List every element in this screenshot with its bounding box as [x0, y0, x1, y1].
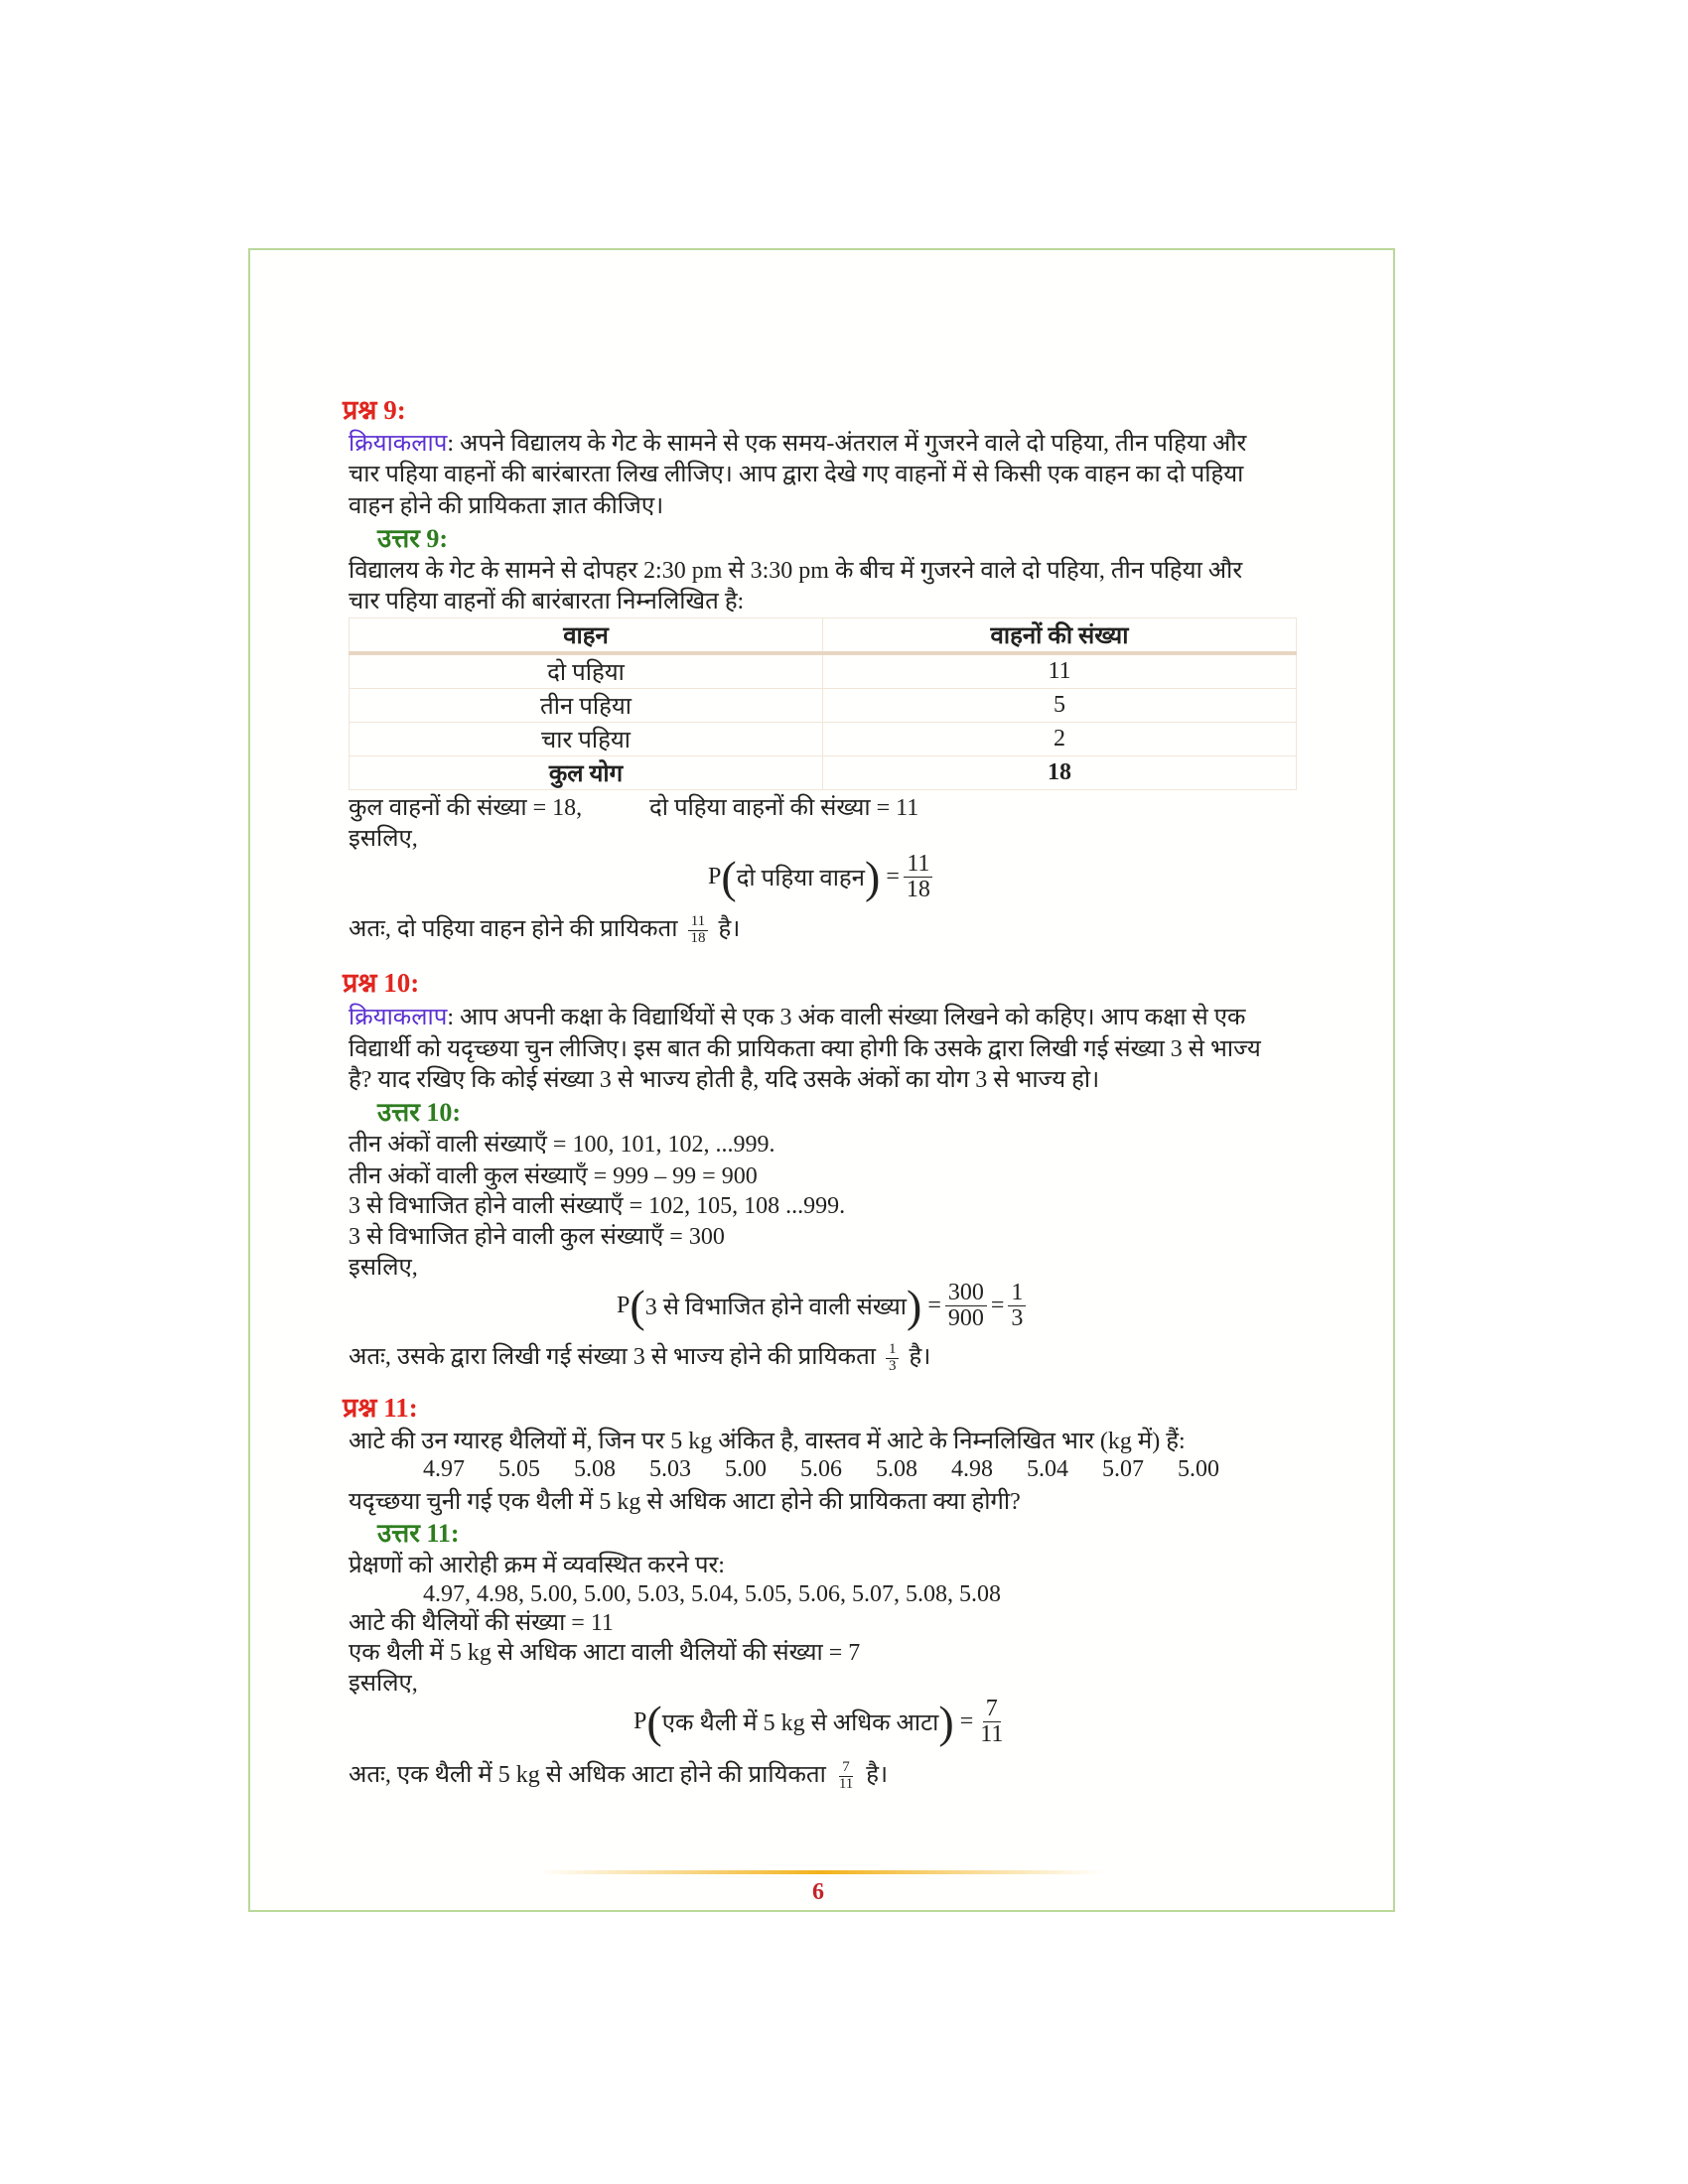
weight-value: 5.06 [800, 1456, 842, 1482]
answer-9-heading: उत्तर 9: [377, 524, 449, 553]
answer-10-heading: उत्तर 10: [377, 1098, 462, 1127]
conclusion-text: अतः, उसके द्वारा लिखी गई संख्या 3 से भाज्य होने की प्रायिकता [349, 1344, 876, 1370]
a11-more: एक थैली में 5 kg से अधिक आटा वाली थैलियों की संख्या = 7 [349, 1640, 861, 1666]
q11-line-1: आटे की उन ग्यारह थैलियों में, जिन पर 5 kg अंकित है, वास्तव में आटे के निम्नलिखित भार (kg में) हैं: [349, 1429, 1186, 1454]
formula-eq: = [927, 1293, 941, 1319]
table-cell: दो पहिया [350, 653, 823, 689]
question-10-heading: प्रश्न 10: [343, 968, 420, 998]
numerator: 11 [904, 852, 932, 878]
answer-11-heading: उत्तर 11: [377, 1519, 460, 1548]
activity-label: क्रियाकलाप [349, 431, 448, 457]
q9-line-1 [349, 429, 1246, 459]
table-row [350, 653, 1297, 689]
q9-text: : अपने विद्यालय के गेट के सामने से एक समय-अंतराल में गुजरने वाले दो पहिया, तीन पहिया और [447, 431, 1247, 457]
q9-line-2: चार पहिया वाहनों की बारंबारता लिख लीजिए। आप द्वारा देखे गए वाहनों में से किसी एक वाहन का दो पहिया [349, 462, 1244, 487]
numerator: 7 [839, 1760, 853, 1777]
denominator: 18 [906, 877, 930, 903]
table-cell: कुल योग [350, 756, 823, 790]
table-header: वाहनों की संख्या [823, 618, 1297, 654]
formula-p: P [633, 1708, 647, 1735]
a10-line-4: 3 से विभाजित होने वाली कुल संख्याएँ = 300 [349, 1224, 725, 1250]
numerator: 7 [983, 1697, 1001, 1722]
two-wheel-count: दो पहिया वाहनों की संख्या = 11 [649, 795, 919, 821]
a9-line-1: विद्यालय के गेट के सामने से दोपहर 2:30 pm से 3:30 pm के बीच में गुजरने वाले दो पहिया, तीन पहिया और [349, 558, 1243, 584]
weight-value: 4.97 [423, 1456, 465, 1482]
q10-line-3: है? याद रखिए कि कोई संख्या 3 से भाज्य होती है, यदि उसके अंकों का योग 3 से भाज्य हो। [349, 1067, 1100, 1093]
a11-count: आटे की थैलियों की संख्या = 11 [349, 1610, 614, 1636]
table-total-row [350, 756, 1297, 790]
table-cell: 5 [823, 689, 1297, 723]
a9-line-2: चार पहिया वाहनों की बारंबारता निम्नलिखित है: [349, 589, 745, 614]
conclusion-11 [349, 1760, 888, 1793]
weight-value: 5.07 [1102, 1456, 1144, 1482]
a10-line-1: तीन अंकों वाली संख्याएँ = 100, 101, 102, ...999. [349, 1132, 775, 1158]
q10-text: : आप अपनी कक्षा के विद्यार्थियों से एक 3 अंक वाली संख्या लिखने को कहिए। आप कक्षा से एक [447, 1005, 1246, 1030]
denominator: 900 [947, 1305, 984, 1332]
denominator: 11 [980, 1721, 1004, 1748]
conclusion-end: है। [866, 1762, 889, 1788]
fraction [977, 1697, 1006, 1747]
formula-11: P ( एक थैली में 5 kg से अधिक आटा ) = $\frac{7}{11}$ [633, 1697, 1010, 1747]
formula-event: एक थैली में 5 kg से अधिक आटा [661, 1710, 939, 1737]
q11-line-2: यदृच्छया चुनी गई एक थैली में 5 kg से अधिक आटा होने की प्रायिकता क्या होगी? [349, 1489, 1021, 1515]
conclusion-end: है। [909, 1344, 931, 1370]
table-cell: 18 [823, 756, 1297, 790]
fraction [687, 914, 708, 947]
footer-divider [538, 1870, 1104, 1874]
therefore-9: इसलिए, [349, 826, 418, 852]
numerator: 1 [1008, 1281, 1026, 1306]
denominator: 18 [690, 929, 706, 946]
formula-event: दो पहिया वाहन [736, 866, 865, 892]
conclusion-10 [349, 1342, 930, 1375]
fraction [886, 1342, 900, 1375]
weight-value: 5.08 [574, 1456, 616, 1482]
conclusion-text: अतः, एक थैली में 5 kg से अधिक आटा होने की प्रायिकता [349, 1762, 826, 1788]
numerator: 11 [688, 914, 708, 931]
table-header: वाहन [350, 618, 823, 654]
denominator: 3 [888, 1357, 897, 1374]
conclusion-9 [349, 914, 740, 947]
table-row [350, 689, 1297, 723]
a11-sorted: 4.97, 4.98, 5.00, 5.00, 5.03, 5.04, 5.05, 5.06, 5.07, 5.08, 5.08 [423, 1581, 1001, 1607]
table-cell: तीन पहिया [350, 689, 823, 723]
formula-p: P [617, 1293, 631, 1319]
q9-line-3: वाहन होने की प्रायिकता ज्ञात कीजिए। [349, 493, 664, 519]
formula-p: P [708, 864, 722, 890]
numerator: 1 [886, 1342, 900, 1359]
weight-value: 5.00 [725, 1456, 767, 1482]
vehicle-table [349, 617, 1297, 790]
table-cell: 11 [823, 653, 1297, 689]
formula-eq: = [886, 864, 900, 890]
numerator: 300 [945, 1281, 987, 1306]
weight-value: 5.05 [498, 1456, 540, 1482]
weight-value: 5.03 [649, 1456, 691, 1482]
formula-9: P ( दो पहिया वाहन ) = $\frac{11}{18}$ [708, 852, 937, 902]
denominator: 11 [838, 1775, 854, 1792]
weight-value: 5.04 [1027, 1456, 1068, 1482]
formula-eq: = [959, 1708, 974, 1735]
page-number: 6 [812, 1879, 824, 1905]
fraction [1008, 1281, 1026, 1331]
activity-label: क्रियाकलाप [349, 1005, 448, 1030]
a10-line-2: तीन अंकों वाली कुल संख्याएँ = 999 – 99 = 900 [349, 1163, 758, 1189]
a11-sort-line: प्रेक्षणों को आरोही क्रम में व्यवस्थित करने पर: [349, 1553, 725, 1578]
formula-event: 3 से विभाजित होने वाली संख्या [644, 1295, 907, 1321]
conclusion-text: अतः, दो पहिया वाहन होने की प्रायिकता [349, 916, 678, 942]
weights-list [423, 1456, 1253, 1483]
therefore-11: इसलिए, [349, 1671, 418, 1697]
denominator: 3 [1011, 1305, 1024, 1332]
q10-line-1 [349, 1003, 1245, 1032]
table-cell: चार पहिया [350, 723, 823, 756]
q10-line-2: विद्यार्थी को यदृच्छया चुन लीजिए। इस बात की प्रायिकता क्या होगी कि उसके द्वारा लिखी गई संख्या 3 से भाज्य [349, 1036, 1261, 1062]
weight-value: 5.08 [876, 1456, 917, 1482]
formula-10: P ( 3 से विभाजित होने वाली संख्या ) = $\frac{300}{900}$ = $\frac{1}{3}$ [617, 1281, 1030, 1331]
a10-line-3: 3 से विभाजित होने वाली संख्याएँ = 102, 105, 108 ...999. [349, 1193, 846, 1219]
weight-value: 5.00 [1178, 1456, 1219, 1482]
table-row [350, 723, 1297, 756]
fraction [945, 1281, 987, 1331]
question-9-heading: प्रश्न 9: [343, 395, 406, 425]
total-vehicles: कुल वाहनों की संख्या = 18, [349, 795, 583, 821]
weight-value: 4.98 [951, 1456, 993, 1482]
fraction [904, 852, 933, 902]
a10-line-5: इसलिए, [349, 1255, 418, 1281]
conclusion-end: है। [718, 916, 741, 942]
fraction [836, 1760, 856, 1793]
question-11-heading: प्रश्न 11: [343, 1393, 418, 1423]
formula-eq: = [990, 1293, 1005, 1319]
table-cell: 2 [823, 723, 1297, 756]
